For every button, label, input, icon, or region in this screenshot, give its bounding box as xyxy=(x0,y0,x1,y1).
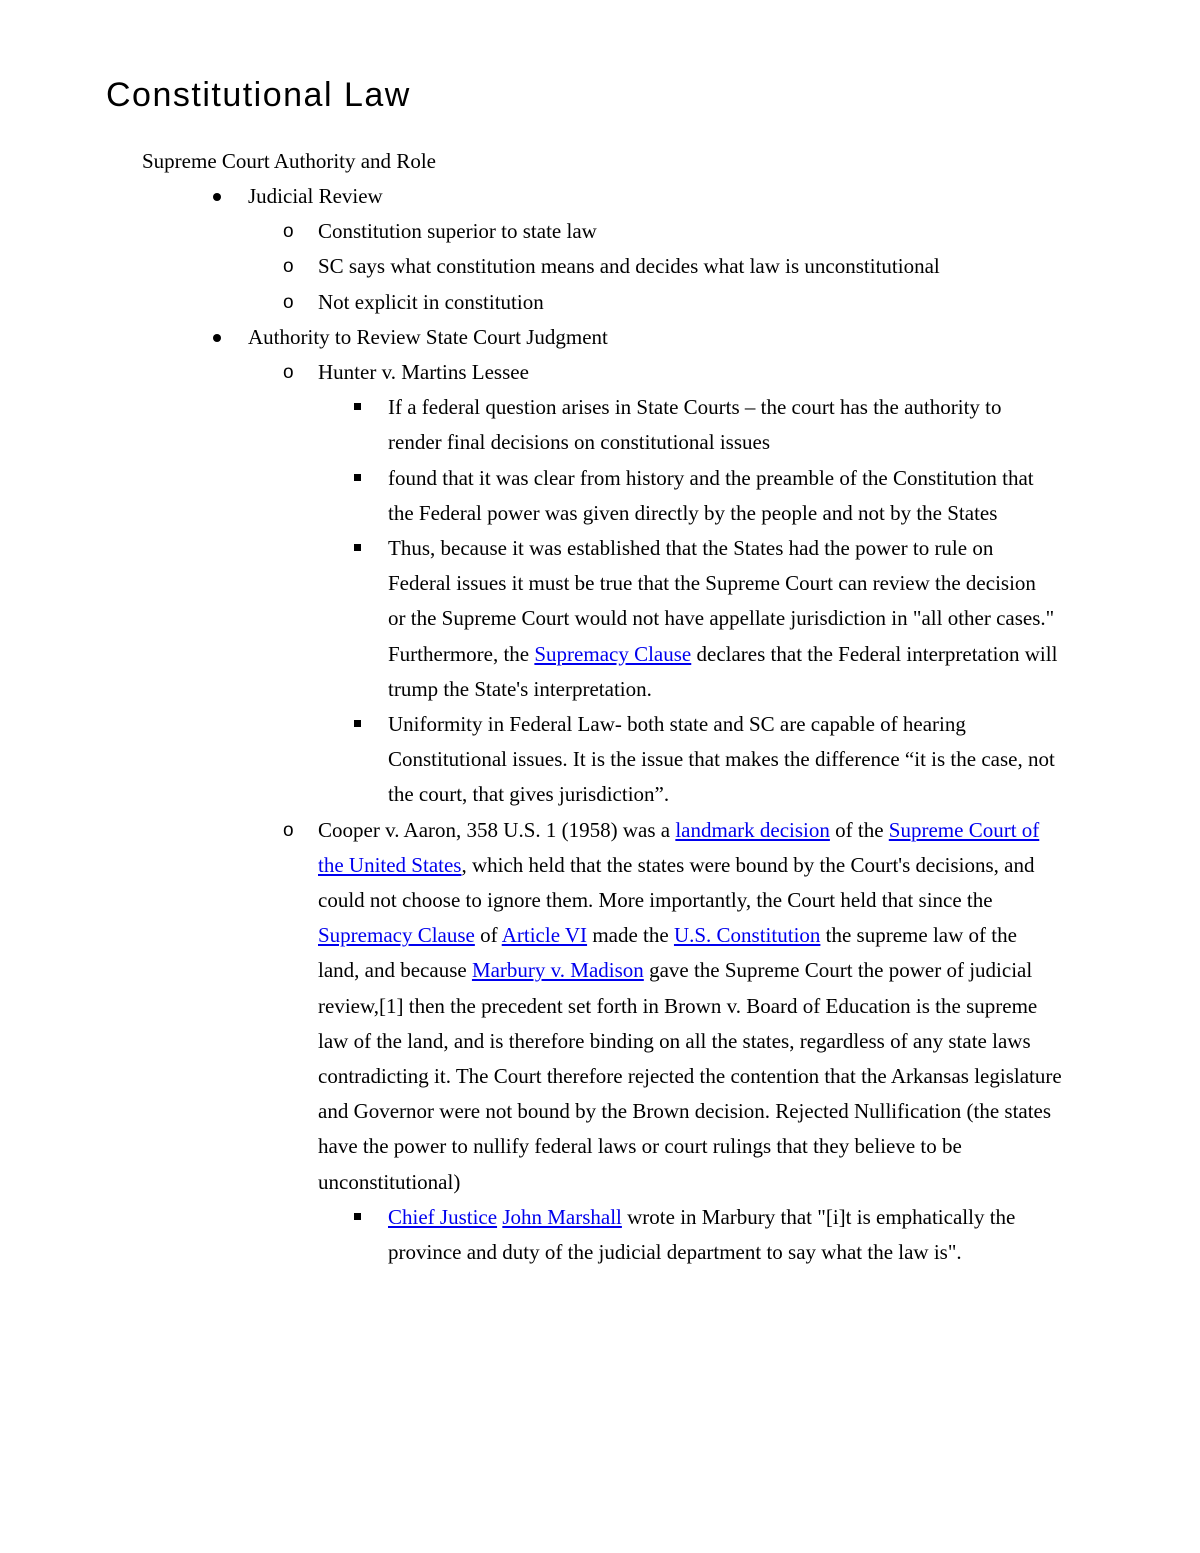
bullet-square-icon xyxy=(354,720,361,727)
list-item xyxy=(0,707,1058,813)
list-item-text: SC says what constitution means and decides what law is unconstitutional xyxy=(318,254,940,279)
list-item-text: of the xyxy=(829,817,889,842)
list-item-cooper-case xyxy=(0,813,1063,1200)
list-item-text: of xyxy=(474,923,502,948)
list-item-hunter-case xyxy=(0,355,1063,390)
list-item-text: the supreme law of the land, and because xyxy=(318,923,1017,983)
list-item-text: Not explicit in constitution xyxy=(318,289,544,314)
list-item xyxy=(0,249,1063,284)
marbury-v-madison-link[interactable]: Marbury v. Madison xyxy=(471,958,644,983)
list-item xyxy=(0,531,1058,707)
list-item-text: Authority to Review State Court Judgment xyxy=(248,324,608,349)
page-title: Constitutional Law xyxy=(106,76,411,114)
supreme-court-link[interactable]: Supreme Court of the United States xyxy=(318,817,1040,877)
list-item-text: Thus, because it was established that the States had the power to rule on Federal issues it must be true that the Supreme Court can review the decision or the Supreme Court would not have appellate jurisdiction in "all other cases." Furthermore, the xyxy=(388,536,1055,666)
bullet-square-icon xyxy=(354,403,361,410)
list-item-text: Uniformity in Federal Law- both state and SC are capable of hearing Constitutional issues. It is the issue that makes the difference “it is the case, not the court, that gives jurisdiction”. xyxy=(388,712,1055,807)
john-marshall-link[interactable]: John Marshall xyxy=(502,1204,622,1229)
list-item-judicial-review xyxy=(0,179,1048,214)
list-item-text: Judicial Review xyxy=(248,184,383,208)
bullet-disc-icon xyxy=(213,334,221,342)
supremacy-clause-link[interactable]: Supremacy Clause xyxy=(318,923,475,948)
bullet-disc-icon xyxy=(213,193,221,201)
bullet-square-icon xyxy=(354,1213,361,1220)
list-item-text: made the xyxy=(587,923,674,948)
us-constitution-link[interactable]: U.S. Constitution xyxy=(673,923,821,948)
section-heading: Supreme Court Authority and Role xyxy=(142,149,436,173)
list-item-marshall-quote xyxy=(0,1200,1058,1270)
bullet-circle-icon: o xyxy=(283,819,294,841)
list-item xyxy=(0,461,1058,531)
list-item-text: gave the Supreme Court the power of judicial review,[1] then the precedent set forth in Brown v. Board of Education is the supreme law of the land, and is therefore binding on all the states, regardless of any state laws contradicting it. The Court therefore rejected the contention that the Arkansas legislature and Governor were not bound by the Brown decision. Rejected Nullification (the states have the power to nullify federal laws or court rulings that they believe to be unconstitutional) xyxy=(318,958,1062,1194)
landmark-decision-link[interactable]: landmark decision xyxy=(675,817,830,842)
list-item-text: Hunter v. Martins Lessee xyxy=(318,360,529,385)
outline-list xyxy=(0,179,1200,1270)
bullet-square-icon xyxy=(354,474,361,481)
bullet-circle-icon: o xyxy=(283,256,294,278)
list-item-text: wrote in Marbury that "[i]t is emphatically the province and duty of the judicial department to say what the law is". xyxy=(388,1204,1016,1265)
list-item xyxy=(0,285,1063,320)
supremacy-clause-link[interactable]: Supremacy Clause xyxy=(534,641,692,666)
list-item-text: declares that the Federal interpretation will trump the State's interpretation. xyxy=(388,641,1058,701)
bullet-circle-icon: o xyxy=(283,221,294,243)
bullet-square-icon xyxy=(354,544,361,551)
list-item-text: , which held that the states were bound by the Court's decisions, and could not choose to ignore them. More importantly, the Court held that since the xyxy=(318,852,1035,913)
list-item-text: If a federal question arises in State Courts – the court has the authority to render final decisions on constitutional issues xyxy=(388,395,1002,455)
list-item-text: found that it was clear from history and the preamble of the Constitution that the Federal power was given directly by the people and not by the States xyxy=(388,465,1034,525)
list-item-text: Cooper v. Aaron, 358 U.S. 1 (1958) was a xyxy=(318,817,676,842)
bullet-circle-icon: o xyxy=(283,362,294,384)
list-item-state-court-review xyxy=(0,320,1048,355)
article-vi-link[interactable]: Article VI xyxy=(501,923,588,948)
list-item xyxy=(0,390,1058,460)
list-item xyxy=(0,214,1063,249)
bullet-circle-icon: o xyxy=(283,291,294,313)
list-item-text: Constitution superior to state law xyxy=(318,219,597,244)
chief-justice-link[interactable]: Chief Justice xyxy=(388,1204,498,1229)
